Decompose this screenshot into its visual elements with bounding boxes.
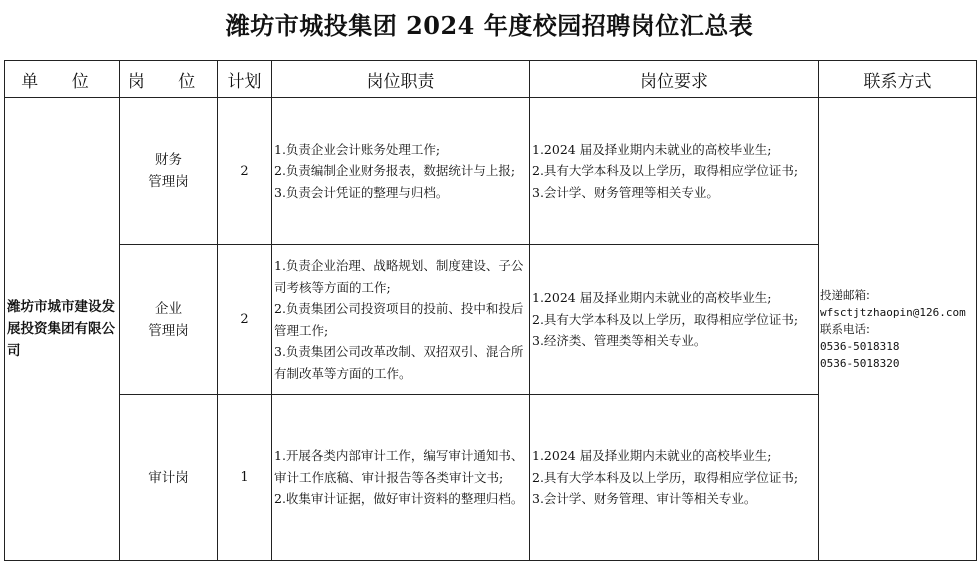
unit-name-cell	[5, 98, 120, 561]
requirement-item: 1.2024 届及择业期内未就业的高校毕业生;	[532, 141, 772, 157]
recruitment-table	[4, 60, 977, 561]
requirements-cell	[530, 98, 819, 245]
plan-count: 2	[218, 98, 272, 245]
duty-item: 3.负责会计凭证的整理与归档。	[274, 184, 449, 200]
position-cell	[120, 98, 218, 245]
duty-item: 2.负责集团公司投资项目的投前、投中和投后管理工作;	[274, 301, 524, 338]
duty-item: 1.负责企业会计账务处理工作;	[274, 141, 441, 157]
duty-item: 1.开展各类内部审计工作，编写审计通知书、审计工作底稿、审计报告等各类审计文书;	[274, 448, 524, 485]
requirements-cell	[530, 395, 819, 561]
unit-name: 潍坊市城市建设发展投资集团有限公司	[7, 299, 115, 359]
position-name: 审计岗	[148, 469, 189, 486]
requirements-cell	[530, 245, 819, 395]
header-position: 岗 位	[120, 61, 218, 98]
contact-cell	[819, 98, 977, 561]
requirement-item: 2.具有大学本科及以上学历，取得相应学位证书;	[532, 163, 799, 179]
phone-label: 联系电话:	[820, 321, 870, 336]
position-name: 财务 管理岗	[148, 152, 189, 190]
email-label: 投递邮箱:	[820, 287, 870, 302]
phone-number[interactable]: 0536-5018320	[820, 356, 900, 370]
requirement-item: 2.具有大学本科及以上学历，取得相应学位证书;	[532, 469, 799, 485]
phone-number[interactable]: 0536-5018318	[820, 339, 900, 353]
requirement-item: 3.经济类、管理类等相关专业。	[532, 333, 707, 349]
header-duties: 岗位职责	[272, 61, 530, 98]
table-row	[5, 98, 977, 245]
duty-item: 3.负责集团公司改革改制、双招双引、混合所有制改革等方面的工作。	[274, 344, 524, 381]
duties-cell	[272, 395, 530, 561]
position-cell	[120, 395, 218, 561]
header-row	[5, 61, 977, 98]
requirement-item: 1.2024 届及择业期内未就业的高校毕业生;	[532, 290, 772, 306]
position-cell	[120, 245, 218, 395]
duties-cell	[272, 98, 530, 245]
duty-item: 1.负责企业治理、战略规划、制度建设、子公司考核等方面的工作;	[274, 258, 524, 295]
header-plan: 计划	[218, 61, 272, 98]
requirement-item: 2.具有大学本科及以上学历，取得相应学位证书;	[532, 311, 799, 327]
duties-cell	[272, 245, 530, 395]
requirement-item: 1.2024 届及择业期内未就业的高校毕业生;	[532, 448, 772, 464]
page-title: 潍坊市城投集团 2024 年度校园招聘岗位汇总表	[225, 11, 754, 40]
duty-item: 2.负责编制企业财务报表，数据统计与上报;	[274, 163, 516, 179]
header-requirements: 岗位要求	[530, 61, 819, 98]
header-contact: 联系方式	[819, 61, 977, 98]
position-name: 企业 管理岗	[148, 300, 189, 339]
plan-count: 1	[218, 395, 272, 561]
email-address[interactable]: wfsctjtzhaopin@126.com	[820, 305, 966, 319]
requirement-item: 3.会计学、财务管理等相关专业。	[532, 184, 719, 200]
header-unit: 单 位	[5, 61, 120, 98]
requirement-item: 3.会计学、财务管理、审计等相关专业。	[532, 491, 757, 507]
plan-count: 2	[218, 245, 272, 395]
duty-item: 2.收集审计证据，做好审计资料的整理归档。	[274, 491, 524, 507]
